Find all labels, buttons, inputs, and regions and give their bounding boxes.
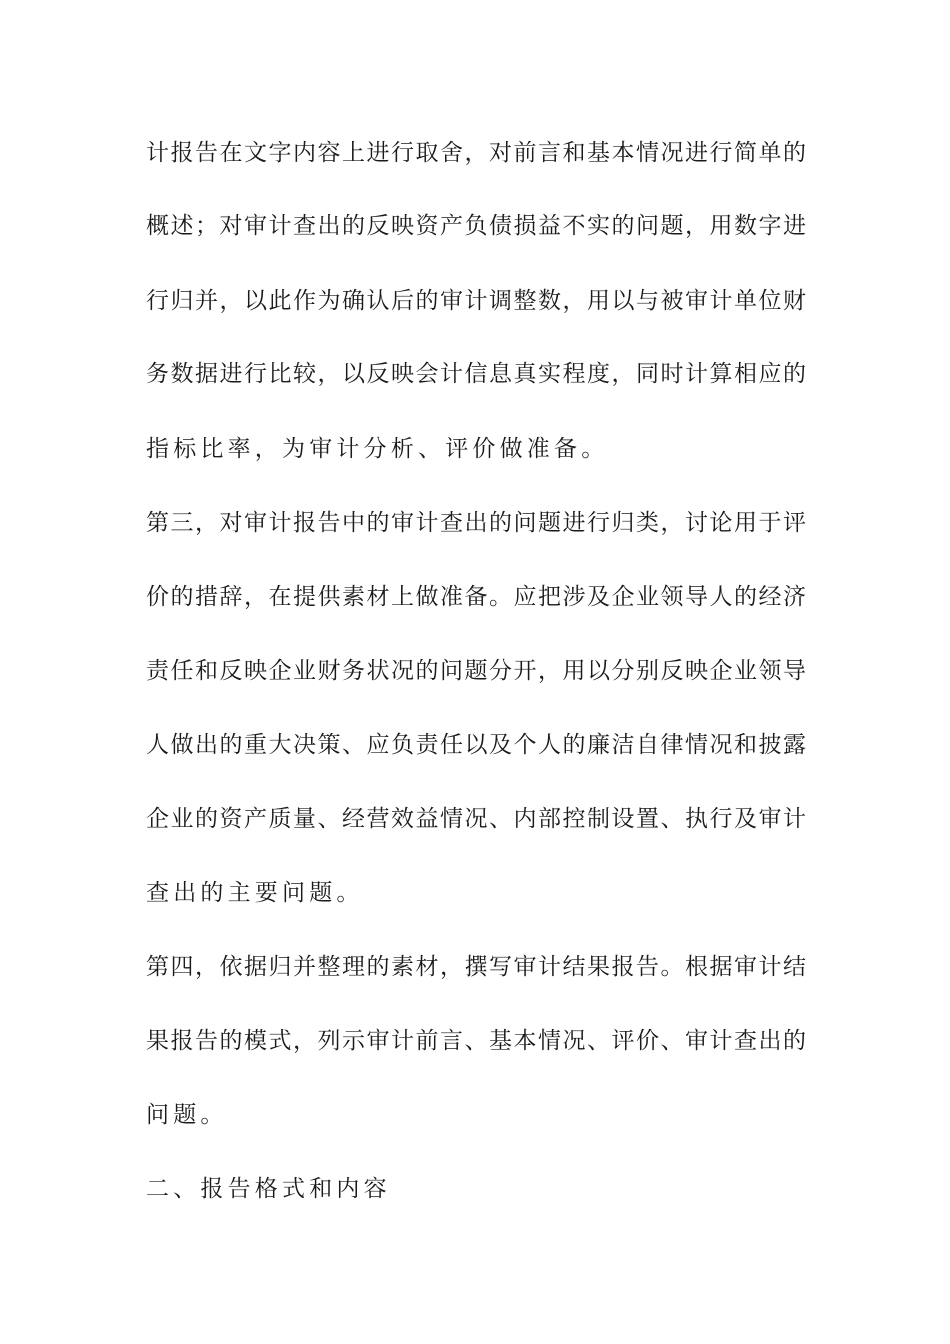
text-line: 人做出的重大决策、应负责任以及个人的廉洁自律情况和披露	[146, 732, 806, 758]
paragraph-third-line: 第三，对审计报告中的审计查出的问题进行归类，讨论用于评	[146, 510, 806, 536]
text-line: 概述；对审计查出的反映资产负债损益不实的问题，用数字进	[146, 213, 806, 239]
text-line: 计报告在文字内容上进行取舍，对前言和基本情况进行简单的	[146, 140, 806, 166]
section-heading: 二、报告格式和内容	[146, 1176, 391, 1202]
text-line: 责任和反映企业财务状况的问题分开，用以分别反映企业领导	[146, 658, 806, 684]
text-line: 务数据进行比较，以反映会计信息真实程度，同时计算相应的	[146, 361, 806, 387]
text-line: 果报告的模式，列示审计前言、基本情况、评价、审计查出的	[146, 1028, 806, 1054]
text-line: 企业的资产质量、经营效益情况、内部控制设置、执行及审计	[146, 806, 806, 832]
text-line: 查出的主要问题。	[146, 880, 364, 906]
text-line: 价的措辞，在提供素材上做准备。应把涉及企业领导人的经济	[146, 584, 806, 610]
text-line: 指标比率，为审计分析、评价做准备。	[146, 436, 609, 462]
text-line: 行归并，以此作为确认后的审计调整数，用以与被审计单位财	[146, 288, 806, 314]
text-line: 问题。	[146, 1102, 228, 1128]
paragraph-fourth-line: 第四，依据归并整理的素材，撰写审计结果报告。根据审计结	[146, 954, 806, 980]
